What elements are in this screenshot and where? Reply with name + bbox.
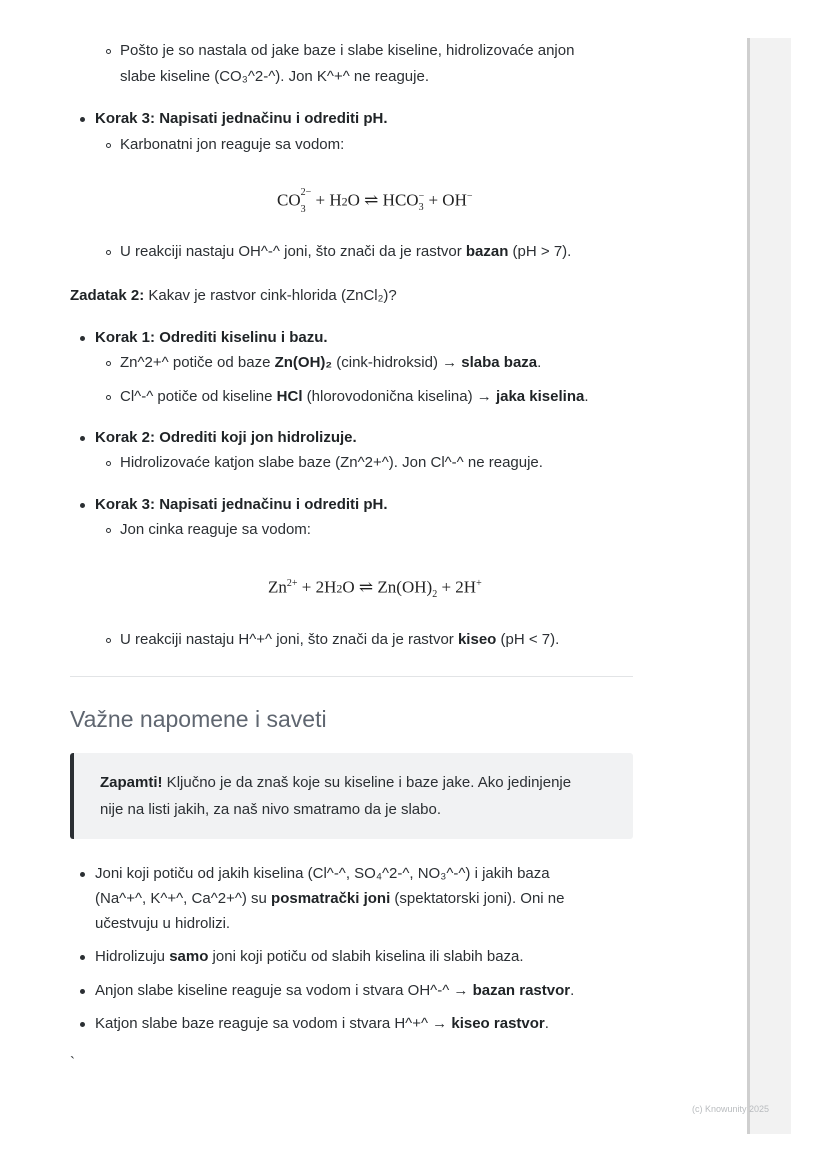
task-title: Zadatak 2: Kakav je rastvor cink-hlorida (ZnCl₂)? — [70, 287, 397, 304]
sub-bullet — [106, 638, 111, 643]
callout-line: nije na listi jakih, za naš nivo smatramo da je slabo. — [100, 801, 442, 818]
callout-line: Zapamti! Ključno je da znaš koje su kiseline i baze jake. Ako jedinjenje — [100, 774, 572, 791]
note-line: Hidrolizuju samo joni koji potiču od slabih kiselina ili slabih baza. — [95, 948, 524, 965]
trailing-mark: ` — [70, 1054, 75, 1071]
equation-zinc: $Zn^{2+} + 2H2O$ ⇌ $Zn(OH)_2 + 2H^+$ — [268, 577, 482, 601]
sub-bullet — [106, 49, 111, 54]
side-panel — [750, 38, 791, 1134]
bullet — [80, 503, 85, 508]
sub-bullet — [106, 361, 111, 366]
text-line: U reakciji nastaju H^+^ joni, što znači da je rastvor kiseo (pH < 7). — [120, 631, 560, 648]
note-line: Anjon slabe kiseline reaguje sa vodom i stvara OH^-^ → bazan rastvor. — [95, 982, 575, 999]
bullet — [80, 336, 85, 341]
divider — [70, 676, 633, 677]
footer-copyright: (c) Knowunity 2025 — [692, 1104, 770, 1114]
text-line: Zn^2+^ potiče od baze Zn(OH)₂ (cink-hidroksid) → slaba baza. — [120, 354, 542, 371]
text-line: U reakciji nastaju OH^-^ joni, što znači da je rastvor bazan (pH > 7). — [120, 243, 572, 260]
bullet — [80, 436, 85, 441]
bullet — [80, 872, 85, 877]
note-line: Joni koji potiču od jakih kiselina (Cl^-^, SO₄^2-^, NO₃^-^) i jakih baza — [95, 865, 550, 882]
text-line: slabe kiseline (CO₃^2-^). Jon K^+^ ne reaguje. — [120, 68, 429, 85]
bullet — [80, 989, 85, 994]
side-panel-border — [747, 38, 750, 1134]
note-line: (Na^+^, K^+^, Ca^2+^) su posmatrački joni (spektatorski joni). Oni ne — [95, 890, 565, 907]
bullet — [80, 955, 85, 960]
step-title: Korak 3: Napisati jednačinu i odrediti pH. — [95, 110, 388, 127]
bullet — [80, 1022, 85, 1027]
step-title: Korak 3: Napisati jednačinu i odrediti pH. — [95, 496, 388, 513]
step-title: Korak 1: Odrediti kiselinu i bazu. — [95, 329, 328, 346]
sub-bullet — [106, 395, 111, 400]
bullet — [80, 117, 85, 122]
section-heading: Važne napomene i saveti — [70, 706, 327, 732]
sub-bullet — [106, 143, 111, 148]
note-line: Katjon slabe baze reaguje sa vodom i stvara H^+^ → kiseo rastvor. — [95, 1015, 549, 1032]
text-line: Cl^-^ potiče od kiseline HCl (hlorovodonična kiselina) → jaka kiselina. — [120, 388, 589, 405]
sub-bullet — [106, 461, 111, 466]
note-line: učestvuju u hidrolizi. — [95, 915, 231, 932]
text-line: Jon cinka reaguje sa vodom: — [120, 521, 311, 538]
step-title: Korak 2: Odrediti koji jon hidrolizuje. — [95, 429, 357, 446]
equation-carbonate: $CO_3^{2-} + H2O$ ⇌ $HCO_3^- + OH^-$ — [277, 187, 473, 216]
callout-box — [70, 753, 633, 839]
text-line: Hidrolizovaće katjon slabe baze (Zn^2+^). Jon Cl^-^ ne reaguje. — [120, 454, 543, 471]
sub-bullet — [106, 528, 111, 533]
sub-bullet — [106, 250, 111, 255]
text-line: Karbonatni jon reaguje sa vodom: — [120, 136, 345, 153]
text-line: Pošto je so nastala od jake baze i slabe kiseline, hidrolizovaće anjon — [120, 42, 575, 59]
